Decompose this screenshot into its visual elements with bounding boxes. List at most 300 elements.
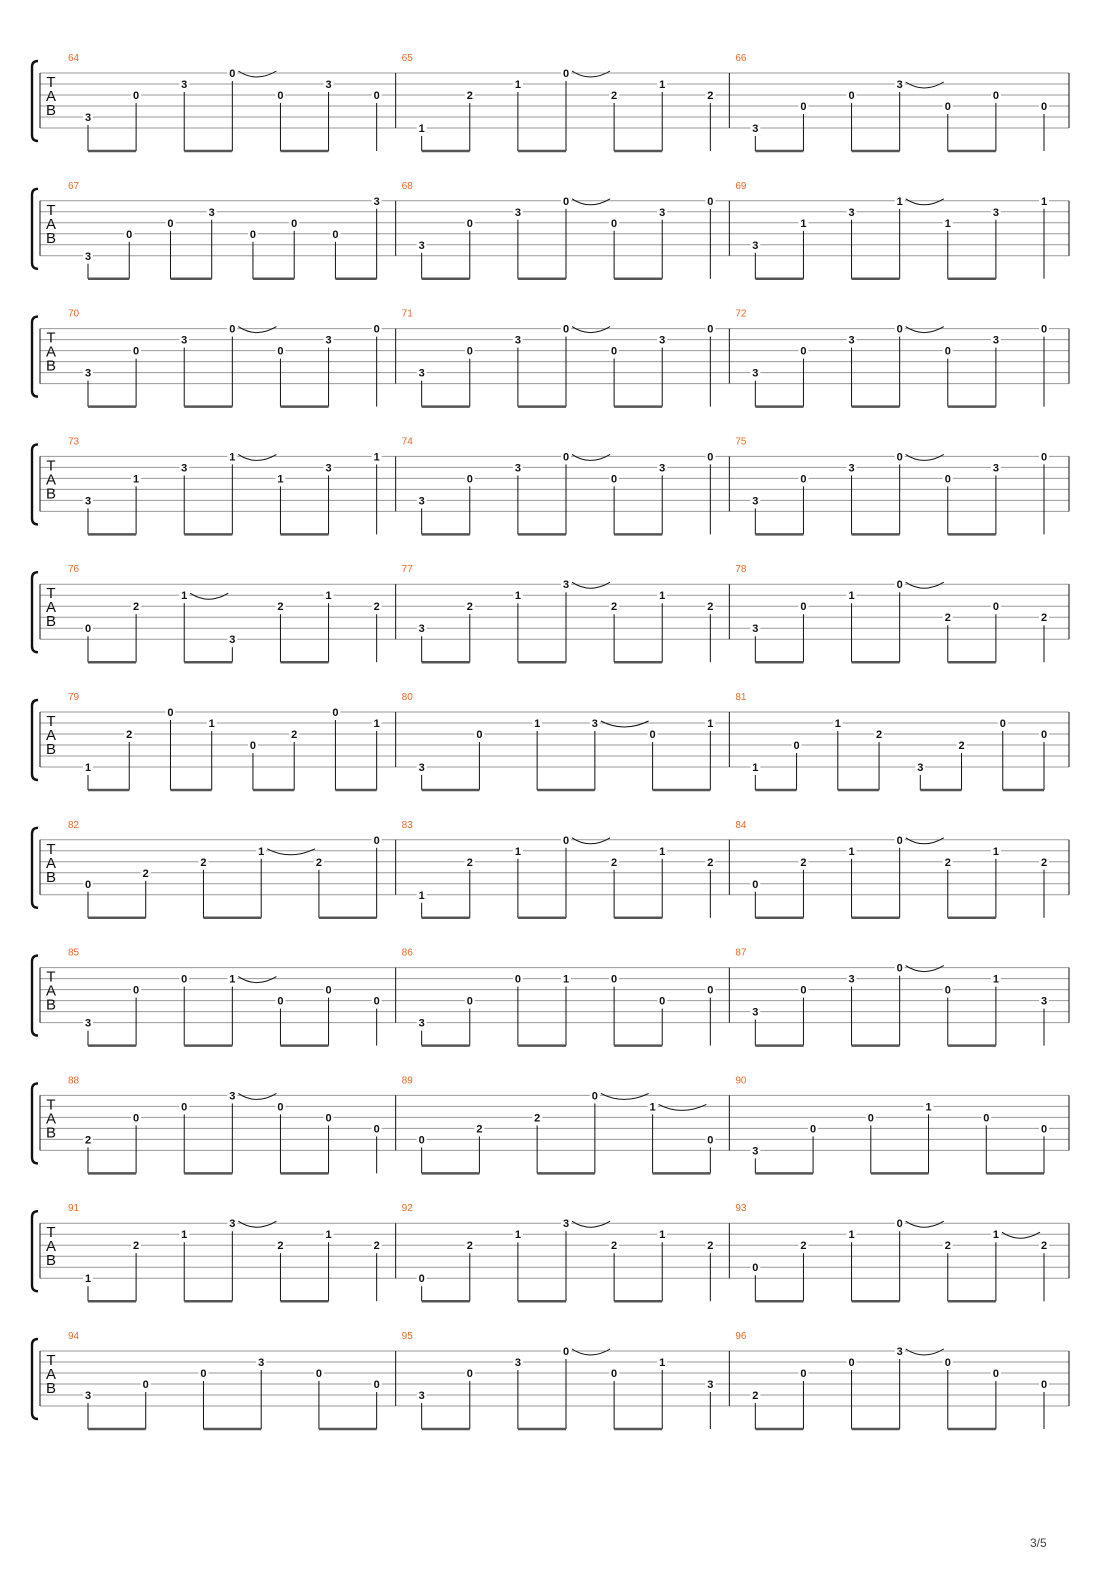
fret-number: 0: [1040, 323, 1048, 336]
fret-number: 0: [476, 729, 483, 741]
fret-number: 0: [896, 962, 903, 975]
tab-clef-letter: B: [45, 485, 57, 503]
measure-number: 89: [401, 1075, 413, 1087]
tab-clef-letter: T: [46, 457, 56, 475]
measure-number: 94: [68, 1331, 80, 1342]
tie-arc: [906, 82, 944, 88]
measure-number: 69: [735, 180, 747, 192]
fret-number: 1: [84, 1273, 92, 1286]
tab-clef-letter: A: [45, 471, 57, 489]
fret-number: 2: [476, 1123, 483, 1136]
tab-clef-letter: T: [46, 585, 56, 603]
fret-number: 0: [133, 90, 140, 102]
fret-number: 0: [562, 451, 570, 464]
fret-number: 0: [707, 451, 714, 464]
measure-number: 64: [68, 53, 80, 64]
fret-number: 0: [562, 323, 570, 336]
fret-number: 2: [466, 1240, 473, 1253]
fret-number: 1: [418, 889, 425, 902]
tie-arc: [906, 199, 944, 205]
tie-arc: [601, 721, 649, 727]
fret-number: 2: [707, 601, 714, 614]
fret-number: 3: [84, 367, 92, 380]
fret-number: 3: [514, 1357, 521, 1369]
fret-number: 0: [133, 984, 140, 997]
fret-number: 0: [848, 1357, 855, 1369]
fret-number: 1: [659, 845, 666, 858]
fret-number: 1: [514, 1229, 521, 1242]
fret-number: 2: [875, 729, 883, 741]
tie-arc: [572, 582, 610, 588]
fret-number: 3: [848, 206, 855, 219]
tie-arc: [572, 1221, 610, 1227]
fret-number: 3: [917, 762, 924, 774]
tab-clef-letter: A: [45, 1110, 57, 1128]
fret-number: 1: [325, 590, 332, 603]
tie-arc: [906, 454, 944, 460]
fret-number: 0: [944, 101, 951, 113]
fret-number: 0: [611, 473, 618, 486]
system-bracket: [32, 1083, 38, 1163]
fret-number: 0: [707, 984, 714, 997]
fret-number: 3: [181, 462, 188, 475]
fret-number: 0: [611, 217, 618, 230]
tab-system: [32, 820, 1069, 918]
measure-number: 75: [735, 436, 747, 448]
fret-number: 3: [992, 462, 999, 475]
tab-clef-letter: B: [45, 868, 57, 886]
fret-number: 0: [992, 601, 999, 614]
fret-number: 0: [562, 1346, 570, 1358]
fret-number: 0: [944, 984, 951, 997]
fret-number: 3: [752, 239, 759, 252]
measure-number: 70: [68, 308, 80, 320]
measure-number: 91: [68, 1203, 80, 1215]
measure-number: 90: [735, 1075, 747, 1087]
fret-number: 2: [707, 90, 714, 102]
measure-number: 82: [68, 819, 80, 831]
fret-number: 1: [800, 217, 807, 230]
system-bracket: [32, 572, 38, 652]
tie-arc: [1002, 1232, 1040, 1238]
fret-number: 0: [992, 1368, 999, 1380]
fret-number: 2: [373, 601, 380, 614]
fret-number: 3: [181, 334, 188, 347]
fret-number: 2: [707, 856, 714, 869]
fret-number: 0: [277, 995, 284, 1008]
fret-number: 0: [562, 834, 570, 847]
tab-system: [32, 53, 1069, 151]
tab-clef-letter: A: [45, 215, 57, 233]
fret-number: 1: [896, 195, 903, 208]
fret-number: 3: [752, 1145, 759, 1158]
fret-number: 2: [1040, 1240, 1048, 1253]
system-bracket: [32, 828, 38, 908]
measure-number: 77: [401, 564, 413, 576]
fret-number: 0: [944, 473, 951, 486]
measure-number: 83: [401, 819, 413, 831]
measure-number: 93: [735, 1203, 747, 1215]
fret-number: 0: [373, 1379, 380, 1391]
fret-number: 3: [848, 462, 855, 475]
fret-number: 0: [277, 1101, 284, 1114]
measure-number: 81: [735, 692, 747, 703]
fret-number: 2: [466, 856, 473, 869]
fret-number: 0: [466, 995, 473, 1008]
fret-number: 0: [611, 1368, 618, 1380]
tab-system: [32, 948, 1069, 1046]
tie-arc: [238, 454, 276, 460]
tie-arc: [572, 327, 610, 333]
fret-number: 0: [373, 323, 380, 336]
fret-number: 0: [84, 623, 92, 636]
fret-number: 3: [258, 1357, 265, 1369]
fret-number: 0: [277, 345, 284, 358]
measure-number: 78: [735, 564, 747, 576]
fret-number: 0: [373, 1123, 380, 1136]
fret-number: 2: [133, 1240, 140, 1253]
fret-number: 0: [649, 729, 656, 741]
tab-clef-letter: T: [46, 74, 56, 91]
fret-number: 1: [133, 473, 140, 486]
tab-clef-letter: B: [45, 1380, 57, 1397]
fret-number: 0: [896, 834, 903, 847]
fret-number: 2: [315, 856, 322, 869]
fret-number: 0: [249, 740, 257, 752]
measure-number: 65: [401, 53, 413, 64]
measure-number: 88: [68, 1075, 80, 1087]
fret-number: 3: [848, 973, 855, 986]
fret-number: 3: [418, 762, 425, 774]
fret-number: 0: [707, 1134, 714, 1147]
fret-number: 0: [562, 68, 570, 80]
fret-number: 0: [229, 68, 236, 80]
fret-number: 3: [418, 239, 425, 252]
fret-number: 3: [325, 334, 332, 347]
tab-clef-letter: B: [45, 357, 57, 375]
fret-number: 0: [315, 1368, 322, 1380]
fret-number: 3: [84, 1017, 92, 1030]
measure-number: 80: [401, 692, 413, 703]
fret-number: 0: [332, 707, 339, 719]
fret-number: 1: [992, 1229, 999, 1242]
system-bracket: [32, 1211, 38, 1291]
fret-number: 1: [834, 718, 841, 730]
fret-number: 3: [591, 718, 598, 730]
fret-number: 0: [332, 228, 339, 241]
fret-number: 2: [944, 1240, 951, 1253]
fret-number: 3: [896, 1346, 903, 1358]
fret-number: 3: [418, 623, 425, 636]
tab-system: [32, 436, 1069, 534]
fret-number: 0: [800, 101, 807, 113]
fret-number: 2: [84, 1134, 92, 1147]
page-number: 3/5: [1030, 1536, 1047, 1550]
fret-number: 1: [992, 845, 999, 858]
fret-number: 1: [418, 123, 425, 135]
fret-number: 0: [983, 1112, 990, 1125]
fret-number: 0: [591, 1090, 598, 1103]
fret-number: 1: [514, 79, 521, 91]
tab-system: [32, 1075, 1069, 1173]
tie-arc: [601, 1093, 649, 1099]
measure-number: 79: [68, 692, 80, 703]
fret-number: 2: [373, 1240, 380, 1253]
fret-number: 3: [418, 1017, 425, 1030]
fret-number: 3: [896, 79, 903, 91]
measure-number: 68: [401, 180, 413, 192]
fret-number: 2: [958, 740, 965, 752]
fret-number: 3: [992, 334, 999, 347]
tie-arc: [572, 199, 610, 205]
fret-number: 0: [867, 1112, 874, 1125]
fret-number: 0: [999, 718, 1006, 730]
fret-number: 0: [277, 90, 284, 102]
fret-number: 0: [84, 878, 92, 891]
fret-number: 1: [925, 1101, 932, 1114]
fret-number: 0: [325, 1112, 332, 1125]
fret-number: 3: [514, 334, 521, 347]
fret-number: 0: [896, 1218, 903, 1231]
fret-number: 1: [752, 762, 759, 774]
tie-arc: [238, 977, 276, 983]
fret-number: 3: [325, 462, 332, 475]
fret-number: 0: [373, 834, 380, 847]
fret-number: 0: [896, 323, 903, 336]
tab-clef-letter: A: [45, 1366, 57, 1383]
tie-arc: [238, 327, 276, 333]
fret-number: 1: [181, 1229, 188, 1242]
tie-arc: [190, 593, 228, 599]
fret-number: 0: [167, 707, 174, 719]
fret-number: 0: [200, 1368, 207, 1380]
fret-number: 3: [84, 250, 92, 263]
fret-number: 2: [142, 867, 149, 880]
fret-number: 0: [291, 217, 298, 230]
fret-number: 3: [418, 1390, 425, 1402]
fret-number: 1: [659, 1229, 666, 1242]
fret-number: 3: [562, 579, 570, 592]
fret-number: 0: [707, 323, 714, 336]
tab-system: [32, 692, 1069, 790]
fret-number: 3: [659, 462, 666, 475]
tie-arc: [238, 71, 276, 77]
fret-number: 0: [142, 1379, 149, 1391]
measure-number: 73: [68, 436, 80, 448]
fret-number: 1: [562, 973, 570, 986]
tie-arc: [906, 838, 944, 844]
fret-number: 2: [291, 729, 298, 741]
measure-number: 85: [68, 947, 80, 959]
measure-number: 95: [401, 1331, 413, 1342]
tie-arc: [906, 1349, 944, 1355]
fret-number: 1: [277, 473, 284, 486]
fret-number: 1: [84, 762, 92, 774]
system-bracket: [32, 444, 38, 524]
fret-number: 2: [277, 601, 284, 614]
fret-number: 2: [534, 1112, 541, 1125]
fret-number: 0: [611, 973, 618, 986]
fret-number: 0: [1040, 1123, 1048, 1136]
measure-number: 66: [735, 53, 747, 64]
fret-number: 3: [707, 1379, 714, 1391]
fret-number: 1: [848, 590, 855, 603]
fret-number: 3: [562, 1218, 570, 1231]
fret-number: 3: [514, 206, 521, 219]
fret-number: 1: [229, 973, 236, 986]
tab-clef-letter: B: [45, 996, 57, 1014]
fret-number: 3: [752, 495, 759, 508]
tab-system: [32, 1331, 1069, 1429]
tab-clef-letter: A: [45, 854, 57, 872]
tab-clef-letter: T: [46, 1224, 56, 1242]
measure-number: 92: [401, 1203, 413, 1215]
fret-number: 1: [659, 1357, 666, 1369]
fret-number: 2: [466, 90, 473, 102]
tab-clef-letter: A: [45, 599, 57, 617]
fret-number: 1: [944, 217, 951, 230]
fret-number: 0: [418, 1134, 425, 1147]
fret-number: 0: [752, 878, 759, 891]
measure-number: 96: [735, 1331, 747, 1342]
fret-number: 3: [418, 367, 425, 380]
fret-number: 0: [752, 1262, 759, 1275]
measure-number: 86: [401, 947, 413, 959]
measure-number: 76: [68, 564, 80, 576]
fret-number: 0: [707, 195, 714, 208]
fret-number: 0: [466, 1368, 473, 1380]
measure-number: 71: [401, 308, 413, 320]
fret-number: 3: [84, 495, 92, 508]
fret-number: 0: [1040, 1379, 1048, 1391]
fret-number: 3: [229, 634, 236, 647]
fret-number: 1: [514, 590, 521, 603]
fret-number: 2: [611, 856, 618, 869]
tab-clef-letter: T: [46, 968, 56, 986]
measure-number: 67: [68, 180, 80, 192]
fret-number: 0: [800, 345, 807, 358]
tab-clef-letter: B: [45, 1124, 57, 1142]
fret-number: 0: [1040, 451, 1048, 464]
fret-number: 2: [1040, 612, 1048, 625]
fret-number: 0: [133, 345, 140, 358]
tie-arc: [238, 1221, 276, 1227]
fret-number: 0: [181, 973, 188, 986]
tie-arc: [267, 849, 315, 855]
system-bracket: [32, 1339, 38, 1419]
fret-number: 1: [848, 845, 855, 858]
tab-clef-letter: A: [45, 727, 57, 744]
tie-arc: [238, 1093, 276, 1099]
fret-number: 2: [133, 601, 140, 614]
fret-number: 2: [611, 601, 618, 614]
fret-number: 2: [707, 1240, 714, 1253]
measure-number: 87: [735, 947, 747, 959]
tab-clef-letter: T: [46, 1096, 56, 1114]
fret-number: 0: [373, 90, 380, 102]
tab-clef-letter: B: [45, 229, 57, 247]
fret-number: 1: [373, 718, 380, 730]
fret-number: 3: [992, 206, 999, 219]
system-bracket: [32, 700, 38, 780]
fret-number: 1: [373, 451, 380, 464]
fret-number: 3: [848, 334, 855, 347]
fret-number: 1: [229, 451, 236, 464]
fret-number: 3: [1040, 995, 1048, 1008]
fret-number: 0: [800, 984, 807, 997]
tab-clef-letter: T: [46, 201, 56, 219]
tie-arc: [572, 838, 610, 844]
fret-number: 0: [800, 1368, 807, 1380]
fret-number: 2: [800, 856, 807, 869]
fret-number: 2: [200, 856, 207, 869]
fret-number: 0: [133, 1112, 140, 1125]
fret-number: 1: [181, 590, 188, 603]
system-bracket: [32, 956, 38, 1036]
fret-number: 3: [181, 79, 188, 91]
tab-clef-letter: T: [46, 713, 56, 730]
fret-number: 3: [752, 1006, 759, 1019]
fret-number: 0: [810, 1123, 817, 1136]
fret-number: 1: [659, 79, 666, 91]
fret-number: 2: [277, 1240, 284, 1253]
fret-number: 3: [208, 206, 215, 219]
fret-number: 0: [944, 1357, 951, 1369]
tab-clef-letter: B: [45, 1252, 57, 1270]
tab-clef-letter: B: [45, 613, 57, 631]
fret-number: 2: [944, 612, 951, 625]
measure-number: 74: [401, 436, 413, 448]
tab-clef-letter: B: [45, 102, 57, 119]
tab-clef-letter: A: [45, 88, 57, 105]
tie-arc: [572, 71, 610, 77]
tab-system: [32, 1203, 1069, 1301]
fret-number: 2: [944, 856, 951, 869]
tab-system: [32, 181, 1069, 279]
fret-number: 0: [944, 345, 951, 358]
tie-arc: [906, 1221, 944, 1227]
fret-number: 2: [611, 90, 618, 102]
tab-clef-letter: A: [45, 1238, 57, 1256]
fret-number: 3: [418, 495, 425, 508]
fret-number: 0: [418, 1273, 425, 1286]
fret-number: 0: [466, 217, 473, 230]
fret-number: 3: [659, 334, 666, 347]
fret-number: 0: [896, 451, 903, 464]
tab-system: [32, 309, 1069, 407]
fret-number: 3: [514, 462, 521, 475]
system-bracket: [32, 61, 38, 141]
fret-number: 2: [126, 729, 133, 741]
tab-clef-letter: B: [45, 741, 57, 758]
fret-number: 0: [373, 995, 380, 1008]
fret-number: 1: [1040, 195, 1048, 208]
tab-clef-letter: A: [45, 343, 57, 361]
tie-arc: [906, 327, 944, 333]
fret-number: 3: [84, 112, 92, 124]
fret-number: 1: [992, 973, 999, 986]
fret-number: 3: [752, 123, 759, 135]
fret-number: 0: [659, 995, 666, 1008]
fret-number: 2: [611, 1240, 618, 1253]
fret-number: 0: [514, 973, 521, 986]
tab-system: [32, 564, 1069, 662]
fret-number: 0: [167, 217, 174, 230]
tab-clef-letter: A: [45, 982, 57, 1000]
fret-number: 0: [1040, 729, 1048, 741]
fret-number: 3: [84, 1390, 92, 1402]
fret-number: 3: [373, 195, 380, 208]
